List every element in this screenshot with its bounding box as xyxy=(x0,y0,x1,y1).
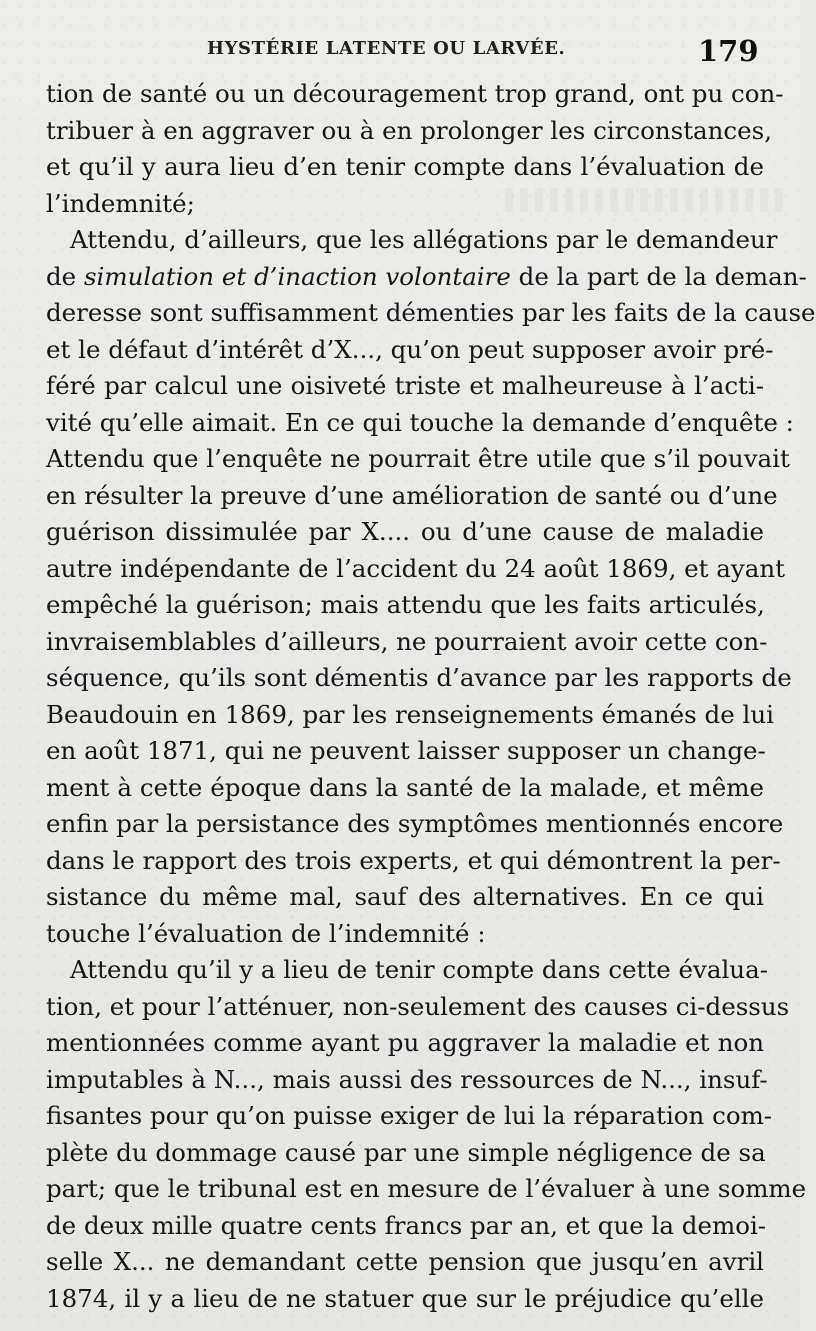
text-line: en résulter la preuve d’une amélioration de santé ou d’une xyxy=(46,480,778,510)
text-line: tion, et pour l’atténuer, non-seulement des causes ci-dessus xyxy=(46,991,790,1021)
text-line: plète du dommage causé par une simple négligence de sa xyxy=(46,1137,766,1167)
text-line xyxy=(46,259,807,296)
page-number: 179 xyxy=(698,34,759,68)
text-line: féré par calcul une oisiveté triste et malheureuse à l’acti- xyxy=(46,371,764,400)
text-line: ment à cette époque dans la santé de la malade, et même xyxy=(46,772,764,802)
page-header xyxy=(0,34,800,70)
text-line: dans le rapport des trois experts, et qui démontrent la per- xyxy=(46,845,781,875)
text-line: de deux mille quatre cents francs par an, et que la demoi- xyxy=(46,1210,767,1240)
text-line: vité qu’elle aimait. En ce qui touche la demande d’enquête : xyxy=(46,407,794,437)
text-line: sistance du même mal, sauf des alternatives. En ce qui xyxy=(46,882,764,911)
text-line: Attendu, d’ailleurs, que les allégations par le demandeur xyxy=(70,225,778,254)
text-line: part; que le tribunal est en mesure de l’évaluer à une somme xyxy=(46,1174,807,1203)
text-line: guérison dissimulée par X.... ou d’une cause de maladie xyxy=(46,517,764,546)
text-line: en août 1871, qui ne peuvent laisser supposer un change- xyxy=(46,736,766,765)
text-line: séquence, qu’ils sont démentis d’avance par les rapports de xyxy=(46,663,792,692)
text-line: 1874, il y a lieu de ne statuer que sur le préjudice qu’elle xyxy=(46,1283,764,1313)
text-line: Attendu que l’enquête ne pourrait être utile que s’il pouvait xyxy=(46,444,790,473)
text-line: Attendu qu’il y a lieu de tenir compte dans cette évalua- xyxy=(70,955,768,984)
text-line: touche l’évaluation de l’indemnité : xyxy=(46,918,486,948)
text-line: et le défaut d’intérêt d’X..., qu’on peut supposer avoir pré- xyxy=(46,334,774,364)
line-end: de la part de la deman- xyxy=(518,261,807,291)
text-line: Beaudouin en 1869, par les renseignements émanés de lui xyxy=(46,699,774,729)
text-line: fisantes pour qu’on puisse exiger de lui la réparation com- xyxy=(46,1101,773,1130)
text-line: autre indépendante de l’accident du 24 août 1869, et ayant xyxy=(46,553,785,583)
text-line: selle X... ne demandant cette pension que jusqu’en avril xyxy=(46,1247,764,1276)
page-body xyxy=(46,76,816,1317)
text-line: empêché la guérison; mais attendu que les faits articulés, xyxy=(46,590,765,619)
italic-phrase: simulation et d’inaction volontaire xyxy=(83,261,511,291)
text-line: tribuer à en aggraver ou à en prolonger les circonstances, xyxy=(46,115,773,145)
text-line: invraisemblables d’ailleurs, ne pourraient avoir cette con- xyxy=(46,626,768,656)
text-line: deresse sont suffisamment démenties par les faits de la cause xyxy=(46,298,816,327)
running-title: HYSTÉRIE LATENTE OU LARVÉE. xyxy=(207,38,566,59)
text-line: imputables à N..., mais aussi des ressources de N..., insuf- xyxy=(46,1064,768,1094)
text-line: mentionnées comme ayant pu aggraver la maladie et non xyxy=(46,1028,764,1057)
text-line: et qu’il y aura lieu d’en tenir compte dans l’évaluation de xyxy=(46,152,764,181)
text-line: enfin par la persistance des symptômes mentionnés encore xyxy=(46,809,784,838)
text-line: l’indemnité; xyxy=(46,188,195,218)
line-start: de xyxy=(46,261,77,291)
text-line: tion de santé ou un découragement trop grand, ont pu con- xyxy=(46,79,784,108)
